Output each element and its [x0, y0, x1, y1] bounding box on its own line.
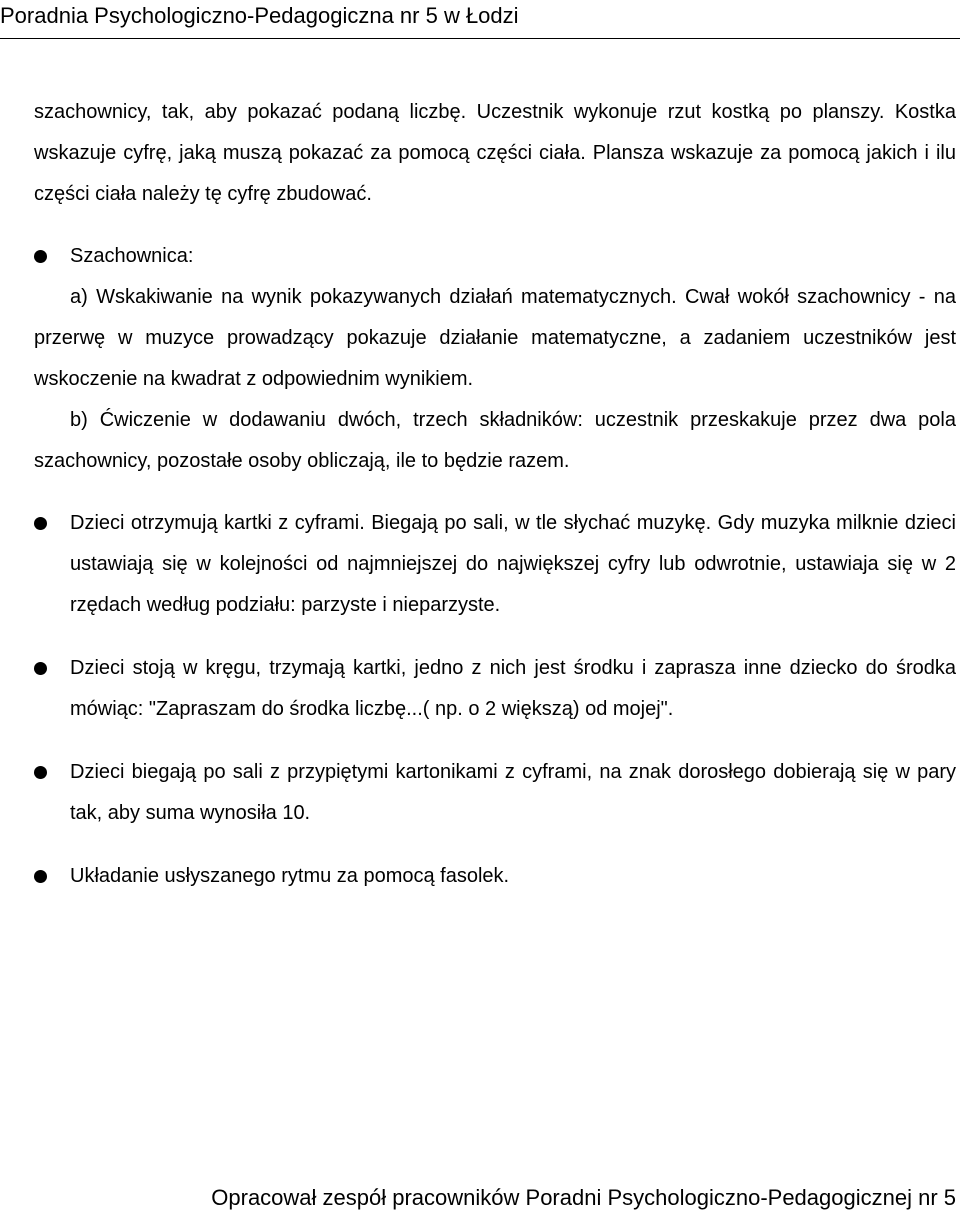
page-header: [0, 2, 960, 39]
document-body: [34, 92, 956, 897]
bullet-item-2: [34, 648, 956, 730]
szachownica-a: a) Wskakiwanie na wynik pokazywanych działań matematycznych. Cwał wokół szachownicy - na przerwę w muzyce prowadzący pokazuje działanie matematyczne, a zadaniem uczestników jest wskoczenie na kwadrat z odpowiednim wynikiem.: [34, 286, 956, 390]
bullet-item-1: [34, 503, 956, 626]
szachownica-b: b) Ćwiczenie w dodawaniu dwóch, trzech składników: uczestnik przeskakuje przez dwa pola szachownicy, pozostałe osoby obliczają, ile to będzie razem.: [34, 409, 956, 472]
bullet-text: Dzieci stoją w kręgu, trzymają kartki, jedno z nich jest środku i zaprasza inne dziecko do środka mówiąc: "Zapraszam do środka liczbę...( np. o 2 większą) od mojej".: [70, 657, 956, 720]
spacer: [34, 215, 956, 236]
bullet-icon: [34, 250, 47, 263]
spacer: [34, 834, 956, 856]
bullet-text: Dzieci otrzymują kartki z cyframi. Biegają po sali, w tle słychać muzykę. Gdy muzyka milknie dzieci ustawiają się w kolejności od najmniejszej do największej cyfry lub odwrotnie, ustawiaja się w 2 rzędach według podziału: parzyste i nieparzyste.: [70, 512, 956, 616]
bullet-icon: [34, 662, 47, 675]
page-footer: Opracował zespół pracowników Poradni Psychologiczno-Pedagogicznej nr 5: [211, 1185, 956, 1210]
intro-paragraph: szachownicy, tak, aby pokazać podaną liczbę. Uczestnik wykonuje rzut kostką po planszy. Kostka wskazuje cyfrę, jaką muszą pokazać za pomocą części ciała. Plansza wskazuje za pomocą jakich i ilu części ciała należy tę cyfrę zbudować.: [34, 101, 956, 205]
spacer: [34, 730, 956, 752]
bullet-text: Układanie usłyszanego rytmu za pomocą fasolek.: [70, 865, 510, 887]
spacer: [34, 626, 956, 648]
header-title: Poradnia Psychologiczno-Pedagogiczna nr 5 w Łodzi: [0, 3, 519, 28]
bullet-text: Dzieci biegają po sali z przypiętymi kartonikami z cyframi, na znak dorosłego dobierają się w pary tak, aby suma wynosiła 10.: [70, 761, 956, 824]
bullet-icon: [34, 870, 47, 883]
szachownica-title: Szachownica:: [70, 245, 194, 267]
bullet-item-3: [34, 752, 956, 834]
bullet-item-szachownica: [34, 236, 956, 277]
bullet-item-4: [34, 856, 956, 897]
bullet-icon: [34, 517, 47, 530]
spacer: [34, 482, 956, 503]
bullet-icon: [34, 766, 47, 779]
